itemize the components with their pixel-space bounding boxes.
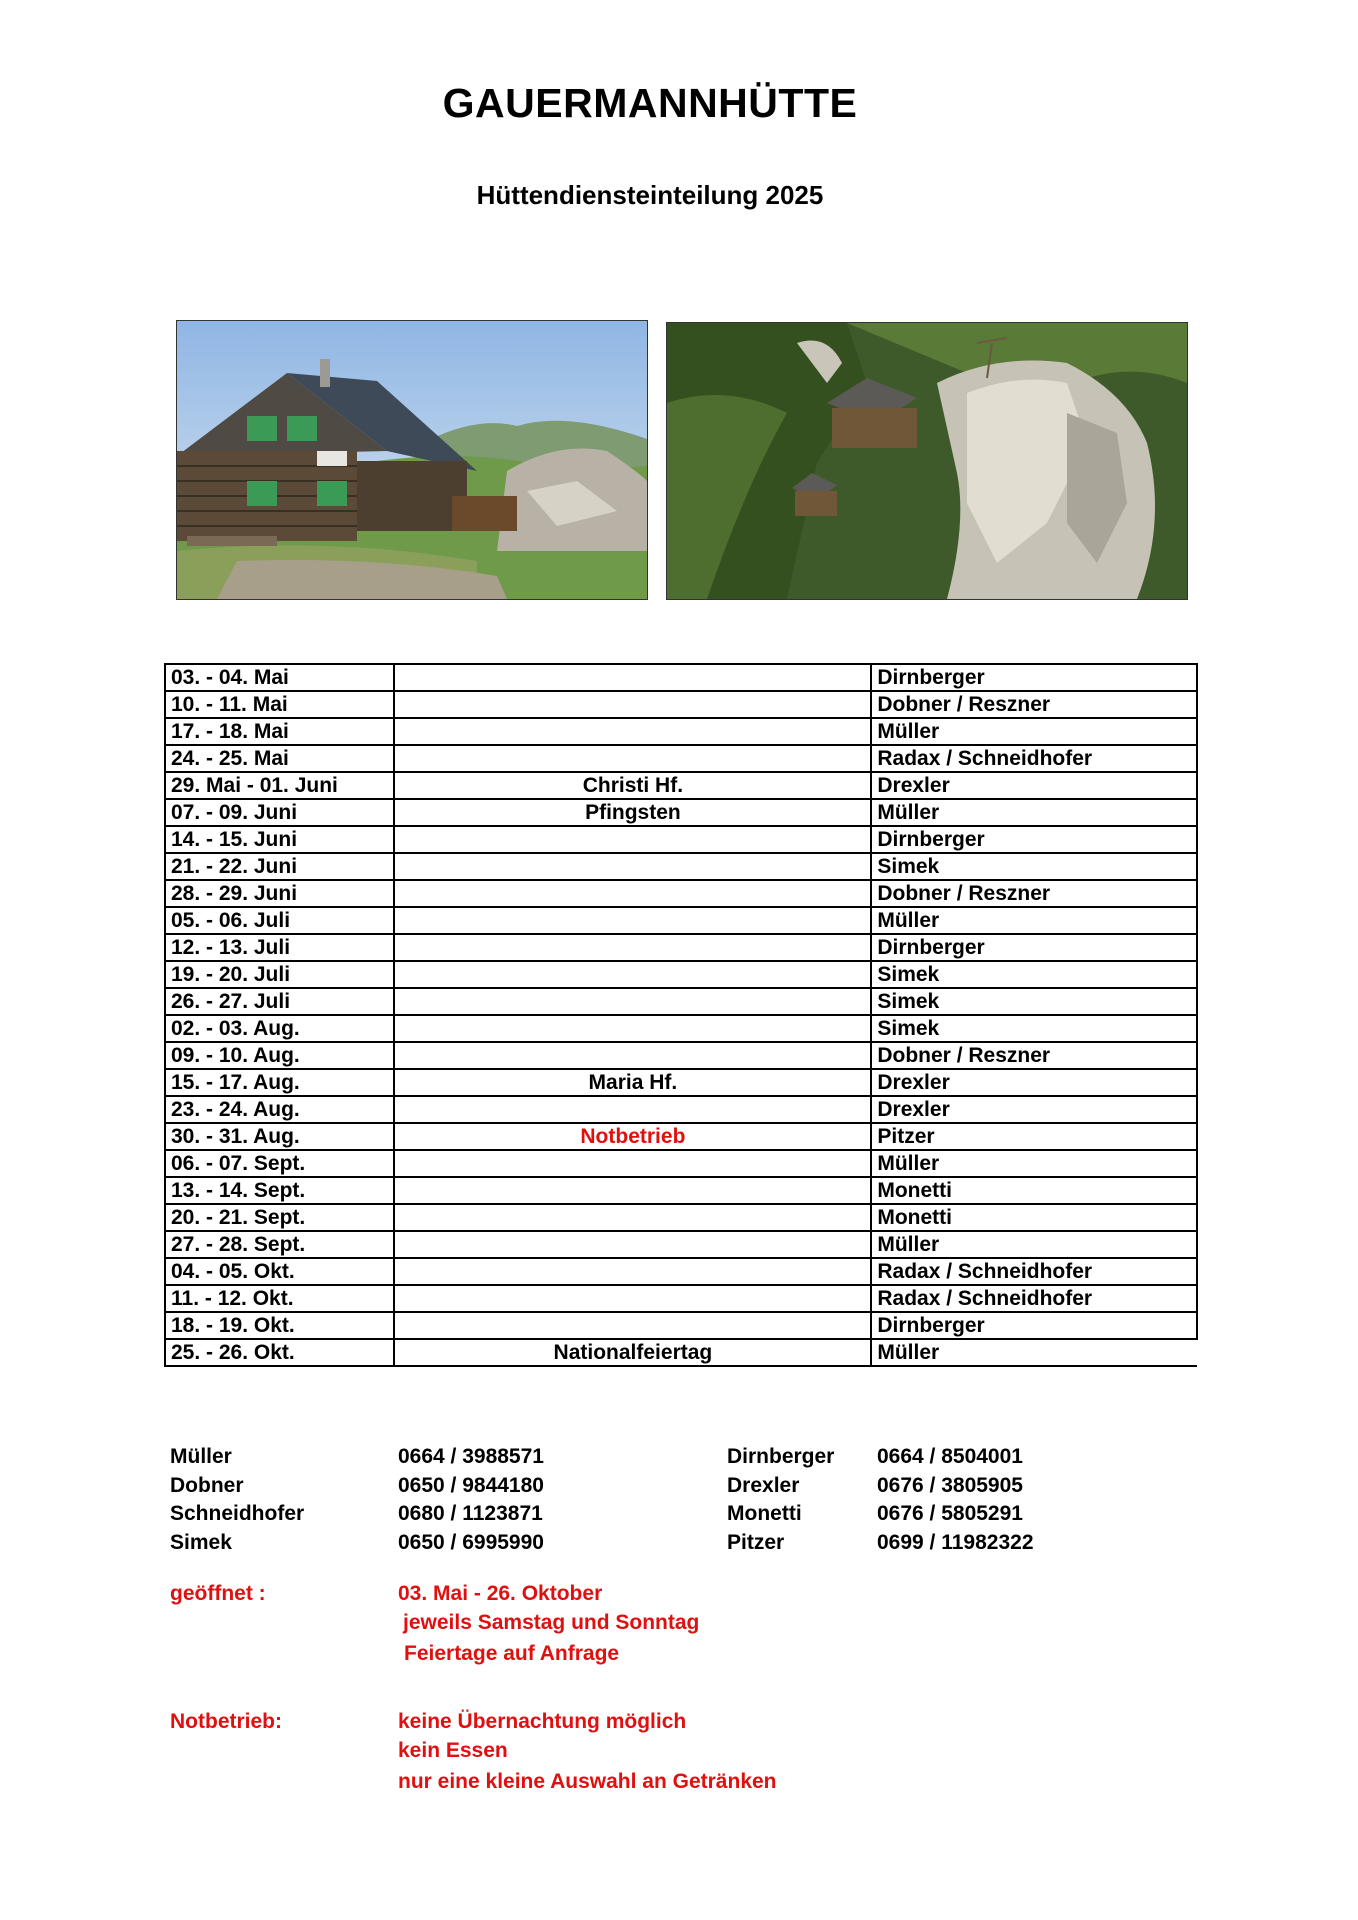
schedule-note: Nationalfeiertag — [394, 1339, 871, 1366]
schedule-date: 13. - 14. Sept. — [165, 1177, 394, 1204]
duty-schedule-table — [164, 663, 1198, 1367]
schedule-staff: Radax / Schneidhofer — [871, 1258, 1197, 1285]
schedule-row — [165, 1204, 1197, 1231]
contact-name: Müller — [170, 1445, 232, 1468]
opening-days: jeweils Samstag und Sonntag — [403, 1611, 700, 1634]
schedule-staff: Müller — [871, 799, 1197, 826]
contact-phone: 0676 / 5805291 — [877, 1502, 1023, 1525]
schedule-date: 19. - 20. Juli — [165, 961, 394, 988]
schedule-date: 02. - 03. Aug. — [165, 1015, 394, 1042]
opening-label: geöffnet : — [170, 1582, 266, 1605]
contact-phone: 0699 / 11982322 — [877, 1530, 1034, 1554]
page-subtitle: Hüttendiensteinteilung 2025 — [476, 180, 824, 210]
contact-phones-right — [877, 1443, 1034, 1557]
schedule-row — [165, 988, 1197, 1015]
contact-name: Dobner — [170, 1473, 244, 1497]
contact-name: Schneidhofer — [170, 1502, 305, 1525]
schedule-row — [165, 880, 1197, 907]
schedule-row — [165, 718, 1197, 745]
schedule-note — [394, 745, 871, 772]
schedule-date: 14. - 15. Juni — [165, 826, 394, 853]
schedule-staff: Drexler — [871, 772, 1197, 799]
schedule-date: 18. - 19. Okt. — [165, 1312, 394, 1339]
contact-names-left — [170, 1443, 304, 1557]
contact-phone: 0664 / 8504001 — [877, 1445, 1023, 1468]
schedule-staff: Simek — [871, 853, 1197, 880]
schedule-staff: Müller — [871, 907, 1197, 934]
contact-name: Drexler — [727, 1473, 800, 1497]
schedule-staff: Müller — [871, 1339, 1197, 1366]
contact-phone: 0650 / 6995990 — [398, 1530, 544, 1554]
schedule-date: 25. - 26. Okt. — [165, 1339, 394, 1366]
schedule-note — [394, 718, 871, 745]
opening-dates: 03. Mai - 26. Oktober — [398, 1582, 603, 1605]
schedule-staff: Pitzer — [871, 1123, 1197, 1150]
schedule-row — [165, 1015, 1197, 1042]
contact-names-right — [727, 1443, 834, 1557]
schedule-note — [394, 1042, 871, 1069]
schedule-note — [394, 664, 871, 691]
schedule-note — [394, 691, 871, 718]
schedule-staff: Müller — [871, 1150, 1197, 1177]
schedule-date: 12. - 13. Juli — [165, 934, 394, 961]
schedule-row — [165, 664, 1197, 691]
schedule-note — [394, 1015, 871, 1042]
schedule-staff: Dobner / Reszner — [871, 1042, 1197, 1069]
schedule-note — [394, 826, 871, 853]
schedule-note — [394, 988, 871, 1015]
schedule-note — [394, 907, 871, 934]
schedule-note — [394, 961, 871, 988]
schedule-staff: Dobner / Reszner — [871, 691, 1197, 718]
photo-hut-on-cliff — [666, 322, 1188, 600]
schedule-staff: Müller — [871, 718, 1197, 745]
schedule-note — [394, 1177, 871, 1204]
schedule-row — [165, 772, 1197, 799]
emergency-drinks: nur eine kleine Auswahl an Getränken — [398, 1770, 777, 1793]
schedule-row — [165, 826, 1197, 853]
schedule-date: 21. - 22. Juni — [165, 853, 394, 880]
contact-phone: 0650 / 9844180 — [398, 1473, 544, 1497]
schedule-note — [394, 1258, 871, 1285]
schedule-note — [394, 1204, 871, 1231]
schedule-note — [394, 1150, 871, 1177]
contact-name: Monetti — [727, 1502, 802, 1525]
schedule-staff: Müller — [871, 1231, 1197, 1258]
schedule-note — [394, 1312, 871, 1339]
schedule-staff: Dirnberger — [871, 934, 1197, 961]
schedule-date: 04. - 05. Okt. — [165, 1258, 394, 1285]
schedule-row — [165, 1150, 1197, 1177]
schedule-date: 07. - 09. Juni — [165, 799, 394, 826]
schedule-staff: Dirnberger — [871, 664, 1197, 691]
contact-name: Dirnberger — [727, 1445, 835, 1468]
schedule-staff: Dobner / Reszner — [871, 880, 1197, 907]
schedule-date: 06. - 07. Sept. — [165, 1150, 394, 1177]
opening-holidays: Feiertage auf Anfrage — [404, 1642, 620, 1665]
schedule-note — [394, 1285, 871, 1312]
schedule-row — [165, 1123, 1197, 1150]
schedule-row — [165, 853, 1197, 880]
schedule-date: 28. - 29. Juni — [165, 880, 394, 907]
schedule-note — [394, 1096, 871, 1123]
schedule-staff: Radax / Schneidhofer — [871, 1285, 1197, 1312]
emergency-label: Notbetrieb: — [170, 1710, 282, 1733]
schedule-date: 20. - 21. Sept. — [165, 1204, 394, 1231]
schedule-row — [165, 1258, 1197, 1285]
schedule-date: 17. - 18. Mai — [165, 718, 394, 745]
schedule-staff: Drexler — [871, 1069, 1197, 1096]
contact-phone: 0676 / 3805905 — [877, 1473, 1023, 1497]
schedule-staff: Simek — [871, 1015, 1197, 1042]
schedule-row — [165, 934, 1197, 961]
schedule-date: 09. - 10. Aug. — [165, 1042, 394, 1069]
schedule-date: 05. - 06. Juli — [165, 907, 394, 934]
schedule-row — [165, 799, 1197, 826]
schedule-date: 24. - 25. Mai — [165, 745, 394, 772]
contact-phones-left — [398, 1443, 544, 1557]
schedule-row — [165, 1231, 1197, 1258]
schedule-row — [165, 1177, 1197, 1204]
emergency-no-food: kein Essen — [398, 1739, 508, 1762]
schedule-date: 11. - 12. Okt. — [165, 1285, 394, 1312]
schedule-staff: Dirnberger — [871, 826, 1197, 853]
schedule-staff: Radax / Schneidhofer — [871, 745, 1197, 772]
schedule-note: Christi Hf. — [394, 772, 871, 799]
schedule-staff: Simek — [871, 961, 1197, 988]
schedule-date: 23. - 24. Aug. — [165, 1096, 394, 1123]
schedule-date: 26. - 27. Juli — [165, 988, 394, 1015]
page-title: GAUERMANNHÜTTE — [442, 80, 858, 126]
photo-hut-exterior — [176, 320, 648, 600]
schedule-note: Pfingsten — [394, 799, 871, 826]
schedule-date: 10. - 11. Mai — [165, 691, 394, 718]
schedule-staff: Monetti — [871, 1204, 1197, 1231]
schedule-note — [394, 880, 871, 907]
schedule-row — [165, 1312, 1197, 1339]
schedule-date: 27. - 28. Sept. — [165, 1231, 394, 1258]
contact-phone: 0680 / 1123871 — [398, 1502, 543, 1525]
schedule-row — [165, 745, 1197, 772]
emergency-no-overnight: keine Übernachtung möglich — [398, 1710, 687, 1733]
schedule-staff: Drexler — [871, 1096, 1197, 1123]
schedule-row — [165, 1096, 1197, 1123]
schedule-date: 03. - 04. Mai — [165, 664, 394, 691]
schedule-note — [394, 1231, 871, 1258]
schedule-row — [165, 1042, 1197, 1069]
schedule-row — [165, 1069, 1197, 1096]
schedule-row — [165, 691, 1197, 718]
schedule-note — [394, 853, 871, 880]
contact-phone: 0664 / 3988571 — [398, 1445, 544, 1468]
schedule-staff: Simek — [871, 988, 1197, 1015]
schedule-note: Maria Hf. — [394, 1069, 871, 1096]
schedule-date: 30. - 31. Aug. — [165, 1123, 394, 1150]
schedule-staff: Monetti — [871, 1177, 1197, 1204]
schedule-note — [394, 934, 871, 961]
schedule-staff: Dirnberger — [871, 1312, 1197, 1339]
contact-name: Pitzer — [727, 1530, 785, 1554]
schedule-date: 29. Mai - 01. Juni — [165, 772, 394, 799]
schedule-row — [165, 907, 1197, 934]
schedule-row — [165, 1285, 1197, 1312]
schedule-row — [165, 961, 1197, 988]
schedule-date: 15. - 17. Aug. — [165, 1069, 394, 1096]
schedule-note: Notbetrieb — [394, 1123, 871, 1150]
contact-name: Simek — [170, 1530, 232, 1554]
schedule-row — [165, 1339, 1197, 1366]
